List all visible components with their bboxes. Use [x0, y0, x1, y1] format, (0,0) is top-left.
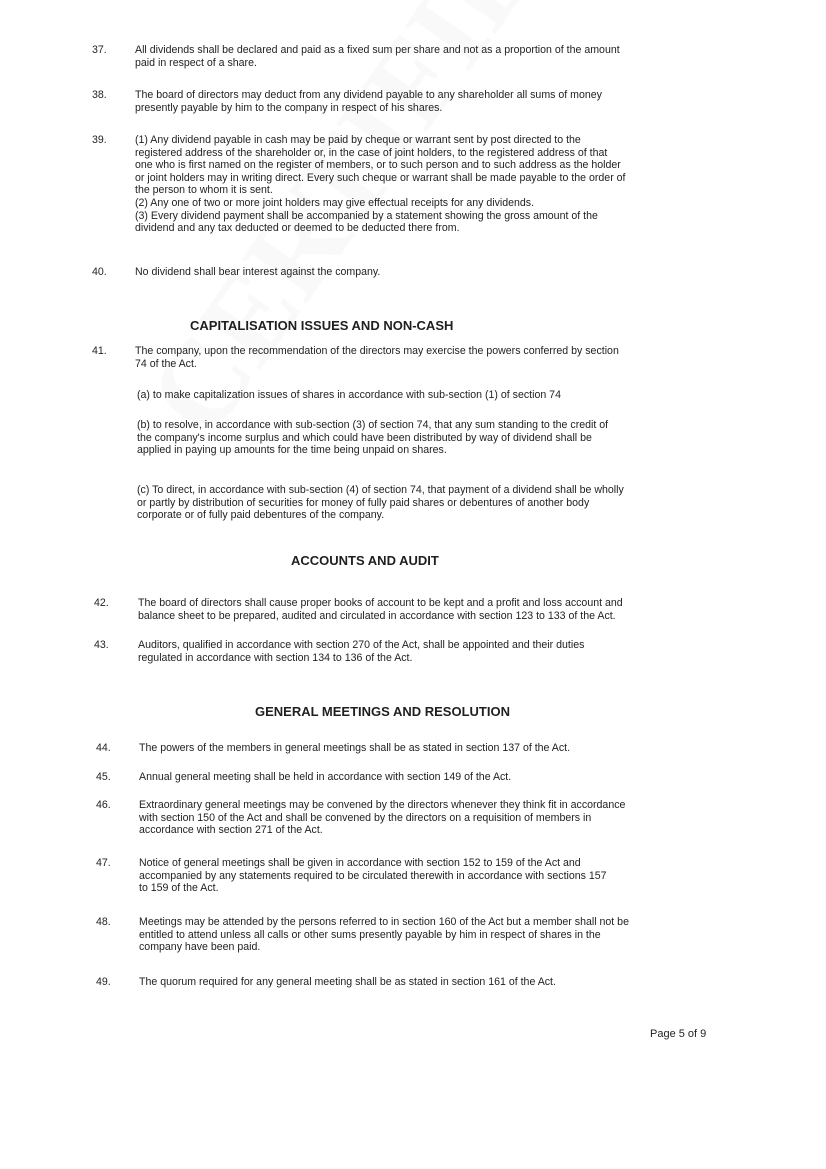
page-number: Page 5 of 9	[650, 1028, 707, 1040]
clause-number: 42.	[94, 597, 109, 609]
clause-number: 49.	[96, 976, 111, 988]
clause-text: Notice of general meetings shall be given in accordance with section 152 to 159 of the Act and accompanied by any statements required to be circulated therewith in accordance with sections 157 to 159 of the Act.	[139, 857, 607, 895]
clause-number: 39.	[92, 134, 107, 146]
sub-clause-text: (b) to resolve, in accordance with sub-section (3) of section 74, that any sum standing to the credit of the company's income surplus and which could have been distributed by way of dividend shall be applied in paying up amounts for the time being unpaid on shares.	[137, 419, 609, 457]
clause-text: All dividends shall be declared and paid as a fixed sum per share and not as a proportion of the amount paid in respect of a share.	[135, 44, 620, 69]
clause-text: The company, upon the recommendation of the directors may exercise the powers conferred by section 74 of the Act.	[135, 345, 619, 370]
clause-number: 46.	[96, 799, 111, 811]
clause-number: 45.	[96, 771, 111, 783]
section-heading-accounts: ACCOUNTS AND AUDIT	[291, 553, 439, 568]
clause-number: 41.	[92, 345, 107, 357]
clause-text: Auditors, qualified in accordance with section 270 of the Act, shall be appointed and their duties regulated in accordance with section 134 to 136 of the Act.	[138, 639, 585, 664]
clause-number: 44.	[96, 742, 111, 754]
clause-text: The board of directors shall cause proper books of account to be kept and a profit and loss account and balance sheet to be prepared, audited and circulated in accordance with section 123 to 133 of the Act.	[138, 597, 623, 622]
clause-text: The powers of the members in general meetings shall be as stated in section 137 of the Act.	[139, 742, 571, 754]
sub-clause-text: (c) To direct, in accordance with sub-section (4) of section 74, that payment of a dividend shall be wholly or partly by distribution of securities for money of fully paid shares or debentures of another body corporate or of fully paid debentures of the company.	[137, 484, 624, 522]
clause-number: 47.	[96, 857, 111, 869]
clause-text: Annual general meeting shall be held in accordance with section 149 of the Act.	[139, 771, 512, 783]
section-heading-capitalisation: CAPITALISATION ISSUES AND NON-CASH	[190, 318, 454, 333]
clause-text: No dividend shall bear interest against the company.	[135, 266, 381, 278]
section-heading-general-meetings: GENERAL MEETINGS AND RESOLUTION	[255, 704, 510, 719]
clause-text: The board of directors may deduct from any dividend payable to any shareholder all sums of money presently payable by him to the company in respect of his shares.	[135, 89, 602, 114]
clause-text: (1) Any dividend payable in cash may be paid by cheque or warrant sent by post directed to the registered address of the shareholder or, in the case of joint holders, to the registered address of that one who is first named on the register of members, or to such person and to such address as the holder or joint holders may in writing direct. Every such cheque or warrant shall be made payable to the order of the person to whom it is sent. (2) Any one of two or more joint holders may give effectual receipts for any dividends. (3) Every dividend payment shall be accompanied by a statement showing the gross amount of the dividend and any tax deducted or deemed to be deducted there from.	[135, 134, 626, 235]
clause-text: Extraordinary general meetings may be convened by the directors whenever they think fit in accordance with section 150 of the Act and shall be convened by the directors on a requisition of members in accordance with section 271 of the Act.	[139, 799, 626, 837]
clause-text: Meetings may be attended by the persons referred to in section 160 of the Act but a member shall not be entitled to attend unless all calls or other sums presently payable by him in respect of shares in the company have been paid.	[139, 916, 629, 954]
clause-number: 40.	[92, 266, 107, 278]
sub-clause-text: (a) to make capitalization issues of shares in accordance with sub-section (1) of section 74	[137, 389, 561, 401]
clause-text: The quorum required for any general meeting shall be as stated in section 161 of the Act.	[139, 976, 556, 988]
clause-number: 38.	[92, 89, 107, 101]
clause-number: 37.	[92, 44, 107, 56]
clause-number: 43.	[94, 639, 109, 651]
clause-number: 48.	[96, 916, 111, 928]
